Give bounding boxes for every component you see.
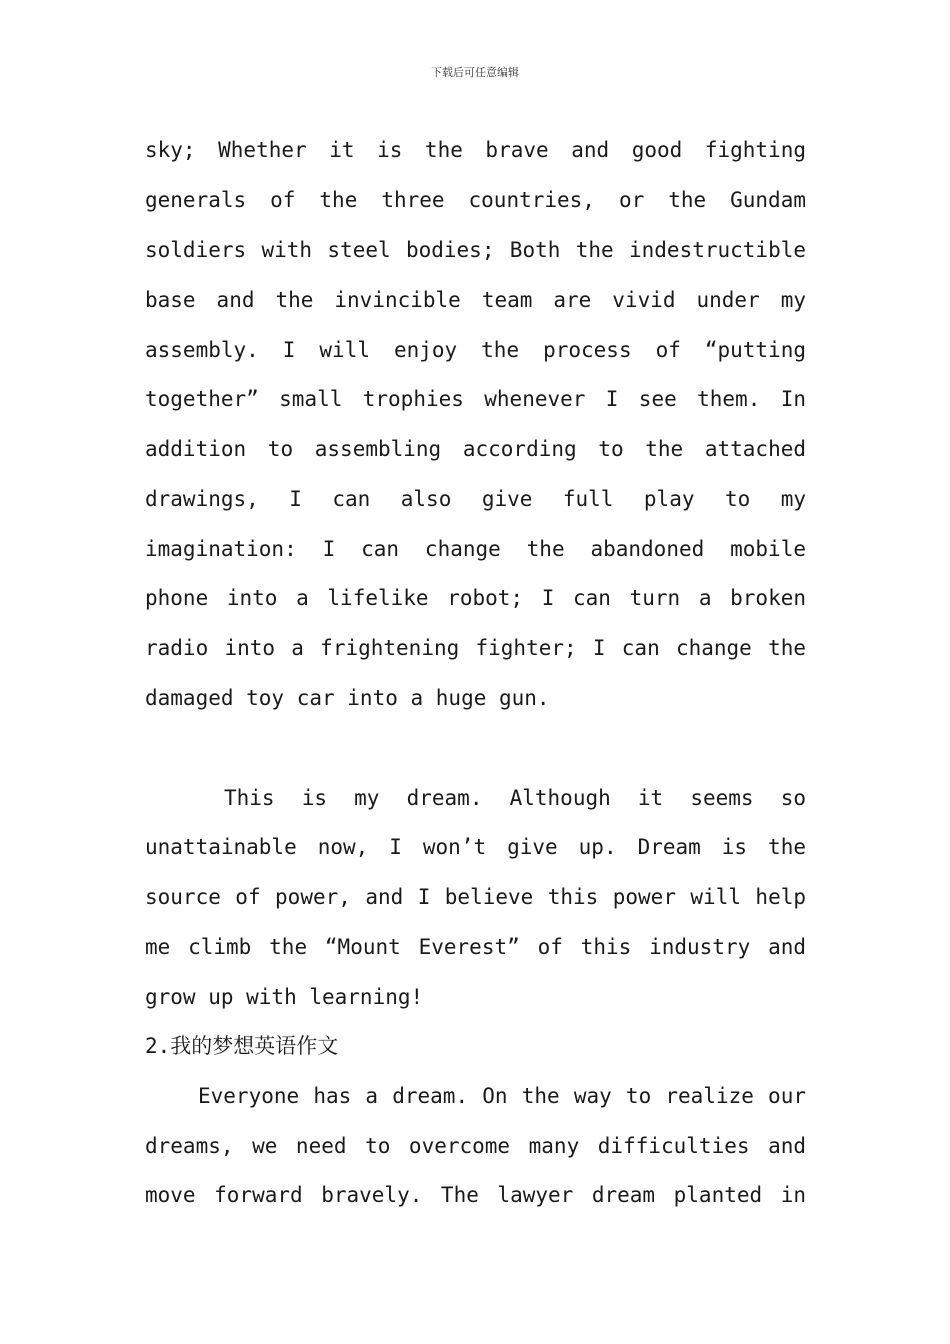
- paragraph-line: This is my dream. Although it seems so: [224, 786, 806, 810]
- paragraph-line: radio into a frightening fighter; I can change the: [145, 636, 806, 660]
- paragraph-line: together” small trophies whenever I see them. In: [145, 387, 806, 411]
- paragraph-line: move forward bravely. The lawyer dream planted in: [145, 1183, 806, 1207]
- paragraph-line: unattainable now, I won’t give up. Dream is the: [145, 835, 806, 859]
- paragraph-line: assembly. I will enjoy the process of “putting: [145, 338, 806, 362]
- paragraph-line: damaged toy car into a huge gun.: [145, 686, 550, 710]
- paragraph-line: generals of the three countries, or the Gundam: [145, 188, 806, 212]
- paragraph-line: sky; Whether it is the brave and good fighting: [145, 138, 806, 162]
- paragraph-line: phone into a lifelike robot; I can turn a broken: [145, 586, 806, 610]
- paragraph-line: addition to assembling according to the attached: [145, 437, 806, 461]
- paragraph-line: soldiers with steel bodies; Both the indestructible: [145, 238, 806, 262]
- paragraph-line: me climb the “Mount Everest” of this industry and: [145, 935, 806, 959]
- paragraph-line: grow up with learning!: [145, 985, 424, 1009]
- page-header: 下载后可任意编辑: [431, 66, 519, 79]
- section-heading: 2.我的梦想英语作文: [145, 1034, 339, 1058]
- paragraph-line: drawings, I can also give full play to my: [145, 487, 806, 511]
- paragraph-line: imagination: I can change the abandoned mobile: [145, 537, 806, 561]
- paragraph-line: source of power, and I believe this power will help: [145, 885, 806, 909]
- paragraph-line: Everyone has a dream. On the way to realize our: [198, 1084, 806, 1108]
- paragraph-line: dreams, we need to overcome many difficulties and: [145, 1134, 806, 1158]
- paragraph-line: base and the invincible team are vivid under my: [145, 288, 806, 312]
